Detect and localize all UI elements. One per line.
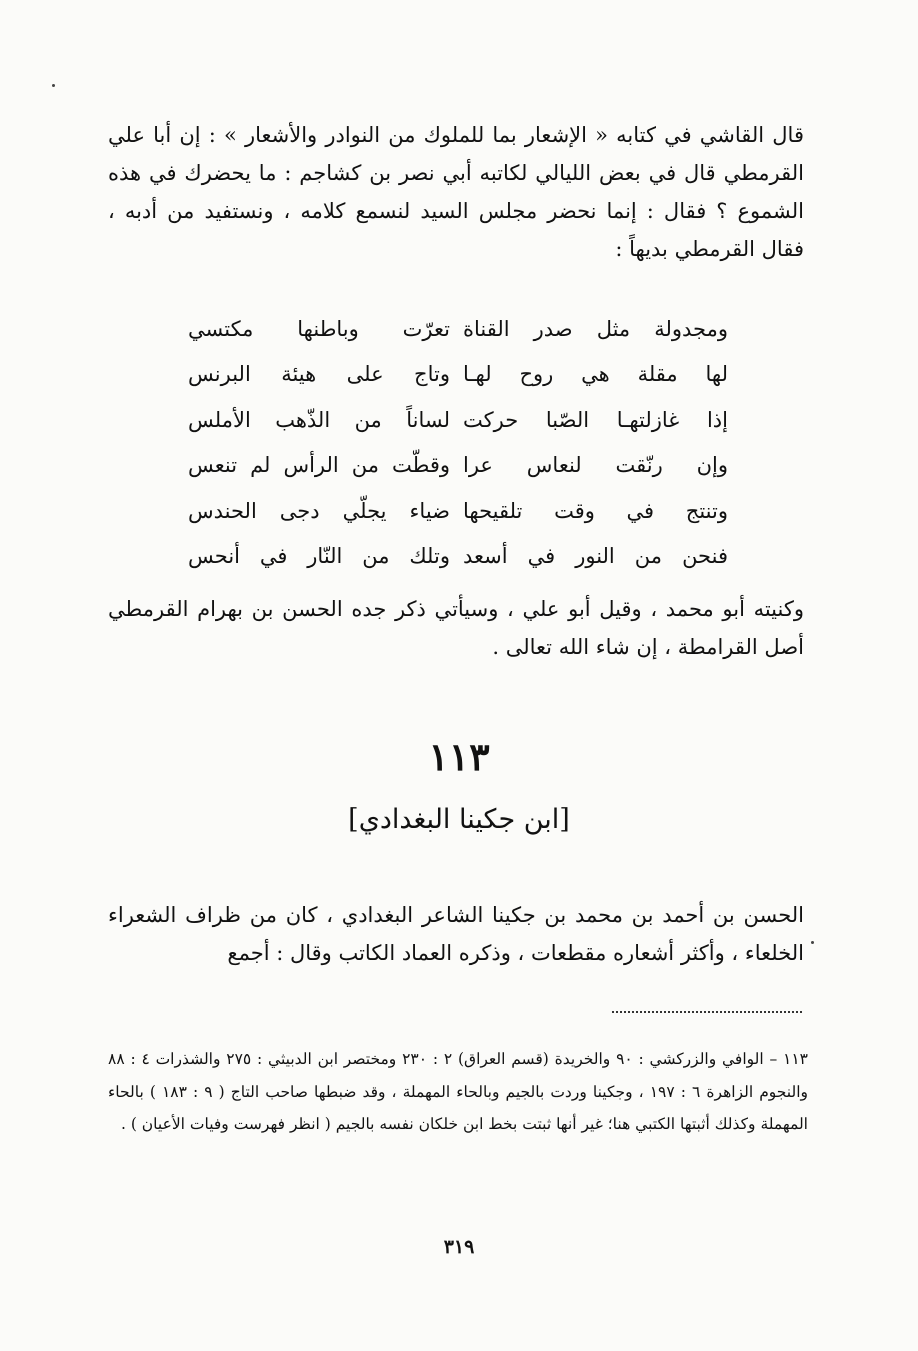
verse-second-hemistich: لساناً من الذّهب الأملس (188, 407, 450, 432)
poem-verse (188, 443, 728, 489)
scan-speck (52, 84, 55, 87)
poem-verse (188, 352, 728, 398)
footnote-divider (612, 1011, 802, 1013)
verse-first-hemistich: فنحن من النور في أسعد (463, 544, 728, 569)
verse-second-hemistich: وقطّت من الرأس لم تنعس (188, 453, 450, 478)
verse-first-hemistich: وتنتج في وقت تلقيحها (463, 498, 728, 523)
scan-speck (811, 941, 814, 944)
verse-second-hemistich: وتاج على هيئة البرنس (188, 362, 450, 387)
verse-first-hemistich: ومجدولة مثل صدر القناة (463, 316, 728, 341)
entry-title: [ابن جكينا البغدادي] (348, 804, 570, 835)
verse-second-hemistich: ضياء يجلّي دجى الحندس (188, 498, 450, 523)
paragraph-biography: الحسن بن أحمد بن محمد بن جكينا الشاعر البغدادي ، كان من ظراف الشعراء الخلعاء ، وأكثر أشعاره مقطعات ، وذكره العماد الكاتب وقال : أجمع (108, 903, 804, 965)
paragraph-intro: قال القاشي في كتابه « الإشعار بما للملوك من النوادر والأشعار » : إن أبا علي القرمطي قال في بعض الليالي لكاتبه أبي نصر بن كشاجم : ما يحضرك في هذه الشموع ؟ فقال : إنما نحضر مجلس السيد لنسمع كلامه ، ونستفيد من أدبه ، فقال القرمطي بديهاً : (108, 123, 804, 261)
poem-verse (188, 534, 728, 580)
verse-second-hemistich: وتلك من النّار في أنحس (188, 544, 450, 569)
poem-verse (188, 488, 728, 534)
verse-second-hemistich: تعرّت وباطنها مكتسي (188, 316, 450, 341)
poem (188, 306, 728, 579)
verse-first-hemistich: وإن رنّقت لنعاس عرا (463, 453, 728, 478)
page-number: ٣١٩ (443, 1236, 475, 1258)
paragraph-kunya: وكنيته أبو محمد ، وقيل أبو علي ، وسيأتي ذكر جده الحسن بن بهرام القرمطي أصل القرامطة ، إن شاء الله تعالى . (108, 597, 804, 659)
poem-verse (188, 397, 728, 443)
entry-number: ١١٣ (428, 734, 490, 779)
verse-first-hemistich: لها مقلة هي روح لهـا (463, 362, 728, 387)
footnote: ١١٣ – الوافي والزركشي : ٩٠ والخريدة (قسم العراق) ٢ : ٢٣٠ ومختصر ابن الدبيثي : ٢٧٥ والشذرات ٤ : ٨٨ والنجوم الزاهرة ٦ : ١٩٧ ، وجكينا وردت بالجيم وبالحاء المهملة ، وقد ضبطها صاحب التاج ( ٩ : ١٨٣ ) بالحاء المهملة وكذلك أثبتها الكتبي هنا؛ غير أنها ثبتت بخط ابن خلكان نفسه بالجيم ( انظر فهرست وفيات الأعيان ) . (108, 1050, 808, 1133)
verse-first-hemistich: إذا غازلتهـا الصّبا حركت (463, 407, 728, 432)
poem-verse (188, 306, 728, 352)
